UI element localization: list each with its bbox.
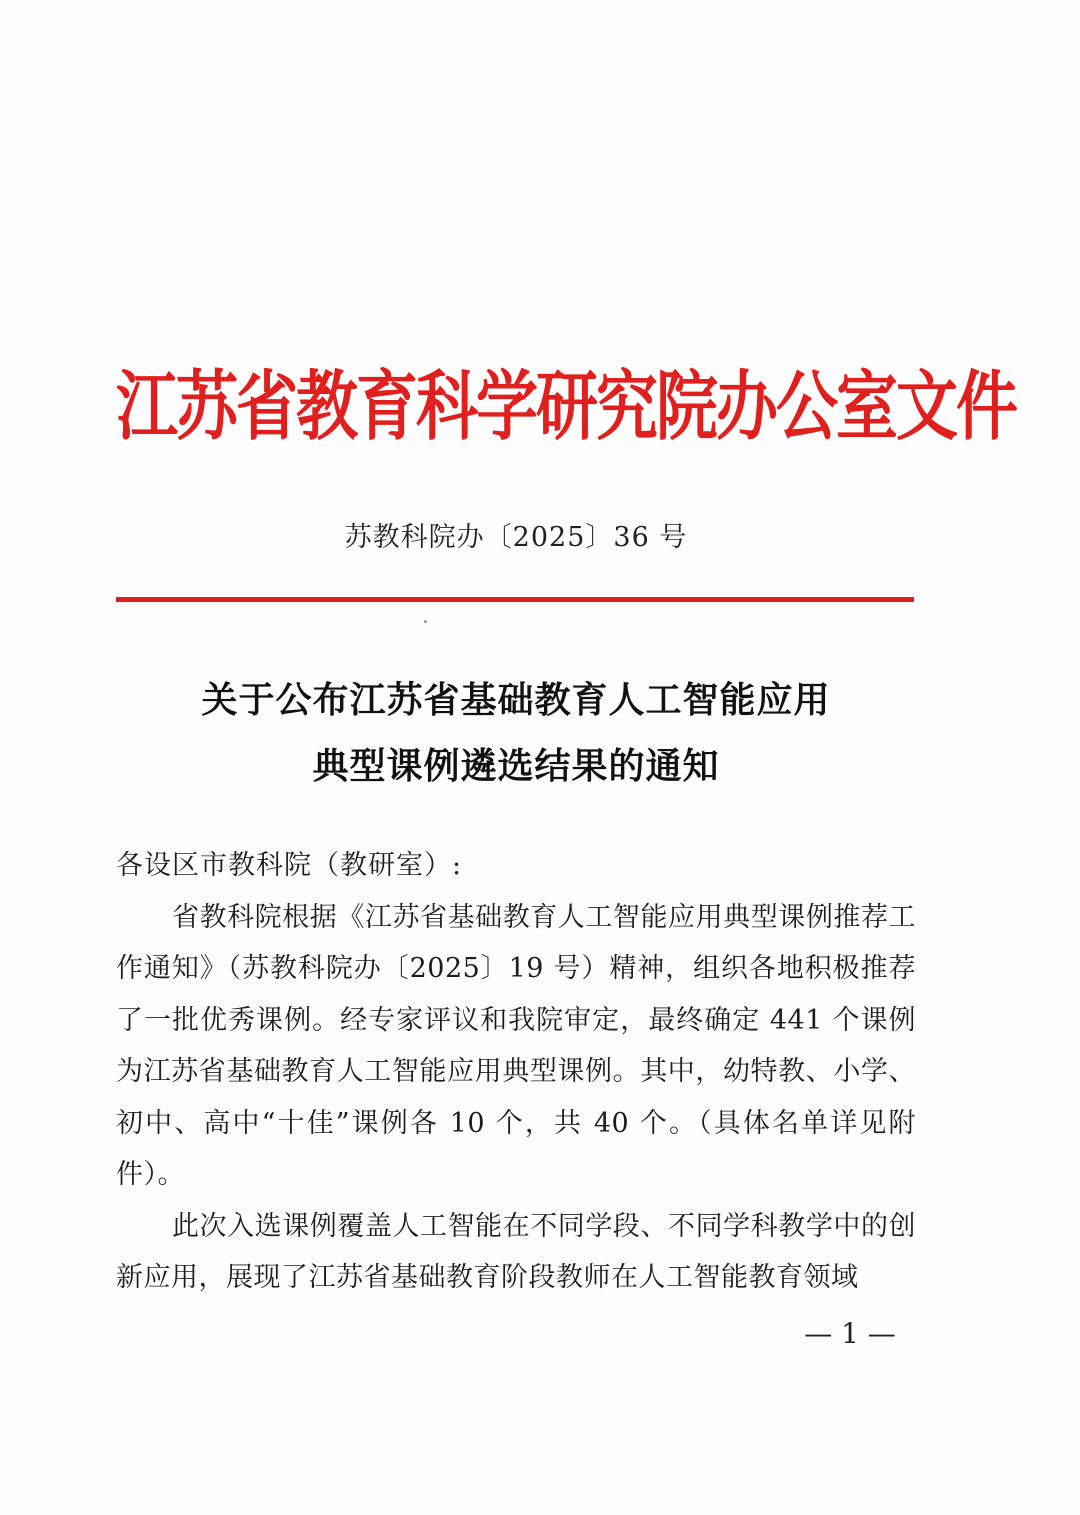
body-paragraph-1: 省教科院根据《江苏省基础教育人工智能应用典型课例推荐工作通知》（苏教科院办〔2025〕19 号）精神，组织各地积极推荐了一批优秀课例。经专家评议和我院审定，最终确定 441 个课例为江苏省基础教育人工智能应用典型课例。其中，幼特教、小学、初中、高中“十佳”课例各 10 个，共 40 个。（具体名单详见附件）。 — [116, 901, 916, 1190]
issuer-title: 江苏省教育科学研究院办公室文件 — [116, 361, 1017, 451]
notice-title — [116, 668, 916, 800]
scan-speck — [424, 620, 427, 623]
notice-title-line-1: 关于公布江苏省基础教育人工智能应用 — [201, 680, 831, 721]
document-number: 苏教科院办〔2025〕36 号 — [344, 522, 688, 553]
body-paragraph-2: 此次入选课例覆盖人工智能在不同学段、不同学科教学中的创新应用，展现了江苏省基础教育阶段教师在人工智能教育领域 — [116, 1210, 916, 1293]
notice-title-line-2: 典型课例遴选结果的通知 — [312, 746, 720, 787]
salutation: 各设区市教科院（教研室）: — [116, 850, 463, 881]
page-number: — 1 — — [804, 1317, 896, 1350]
notice-body — [116, 840, 916, 1304]
red-divider-line — [116, 597, 914, 602]
